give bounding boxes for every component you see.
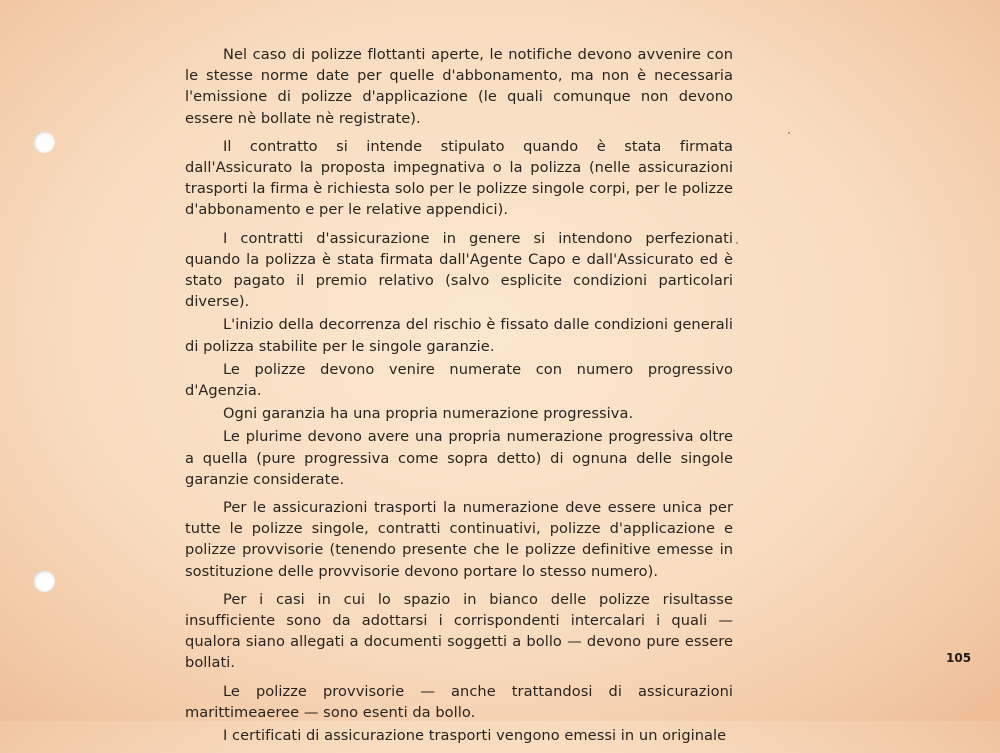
paragraph-certificati: I certificati di assicurazione trasporti vengono emessi in un originale [223, 727, 727, 745]
paragraph-polizze-provvisorie: Le polizze provvisorie — anche trattandosi di assicurazioni marittimeaeree — sono esenti da bollo. [185, 682, 733, 721]
paragraph-numerazione-garanzia: Ogni garanzia ha una propria numerazione progressiva. [223, 405, 634, 423]
paper-speck [736, 242, 738, 244]
page-number: 105 [946, 651, 972, 665]
paragraph-numerazione-agenzia: Le polizze devono venire numerate con numero progressivo d'Agenzia. [185, 360, 733, 400]
paragraph-decorrenza-rischio: L'inizio della decorrenza del rischio è fissato dalle condizioni generali di polizza stabilite per le singole garanzie. [185, 316, 733, 355]
paragraph-contratti-perfezionati: I contratti d'assicurazione in genere si intendono perfezionati quando la polizza è stata firmata dall'Agente Capo e dall'Assicurato ed è stato pagato il premio relativo (salvo esplicite condizioni particolari diverse). [185, 229, 733, 311]
paper-speck [788, 132, 790, 134]
paragraph-contratto-stipulato: Il contratto si intende stipulato quando è stata firmata dall'Assicurato la proposta impegnativa o la polizza (nelle assicurazioni trasporti la firma è richiesta solo per le polizze singole corpi, per le polizze d'abbonamento e per le relative appendici). [185, 137, 733, 219]
punch-hole-top [33, 131, 55, 153]
body-text [185, 44, 733, 753]
paragraph-intercalari: Per i casi in cui lo spazio in bianco delle polizze risultasse insufficiente sono da adottarsi i corrispondenti intercalari i quali — qualora siano allegati a documenti soggetti a bollo — devono pure essere bollati. [185, 590, 733, 672]
paragraph-plurime: Le plurime devono avere una propria numerazione progressiva oltre a quella (pure progressiva come sopra detto) di ognuna delle singole garanzie considerate. [185, 428, 733, 488]
paragraph-assicurazioni-trasporti: Per le assicurazioni trasporti la numerazione deve essere unica per tutte le polizze singole, contratti continuativi, polizze d'applicazione e polizze provvisorie (tenendo presente che le polizze definitive emesse in sostituzione delle provvisorie devono portare lo stesso numero). [185, 499, 733, 580]
punch-hole-bottom [33, 570, 55, 592]
paragraph-polizze-flottanti: Nel caso di polizze flottanti aperte, le notifiche devono avvenire con le stesse norme date per quelle d'abbonamento, ma non è necessaria l'emissione di polizze d'applicazione (le quali comunque non devono essere nè bollate nè registrate). [185, 46, 733, 127]
